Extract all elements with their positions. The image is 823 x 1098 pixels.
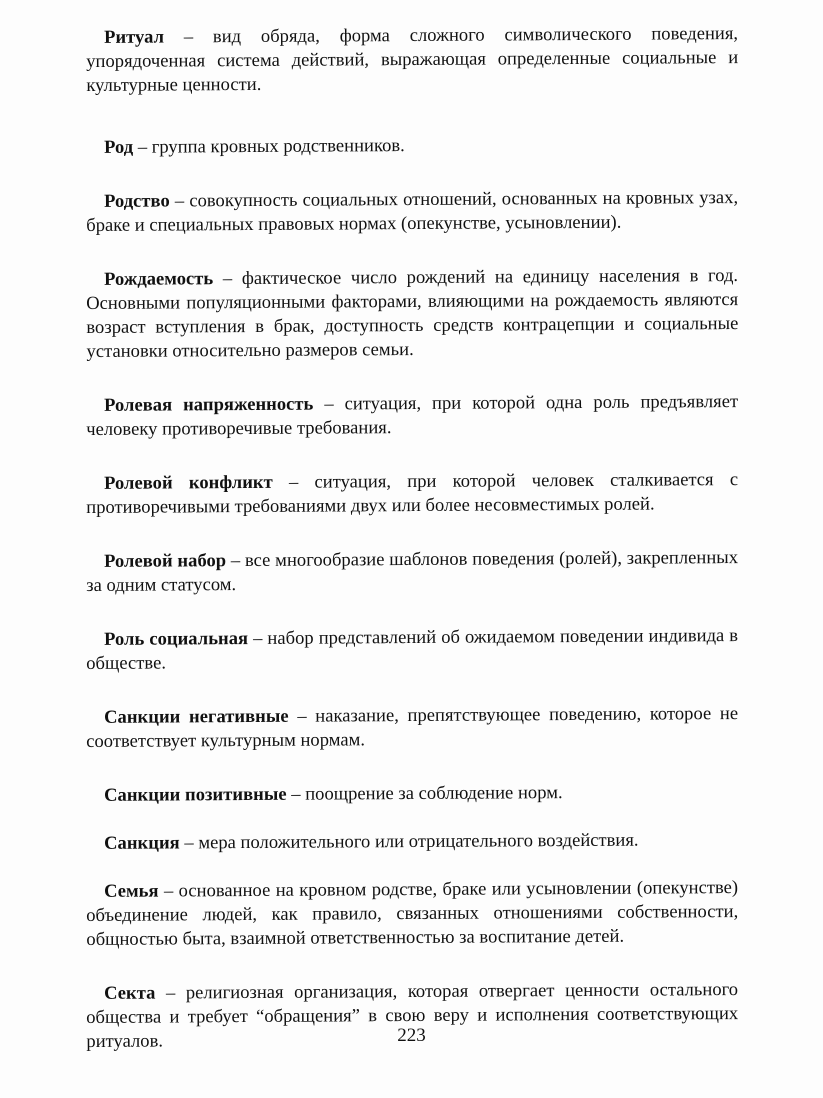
entry-term: Санкция xyxy=(104,832,180,854)
entry-definition: – группа кровных родственников. xyxy=(133,135,405,158)
entry-definition: – вид обряда, форма сложного символического поведения, упорядоченная система действий, выражающая определенные социальные и культурные ценности. xyxy=(86,23,739,96)
entry-term: Ролевая напряженность xyxy=(104,393,314,416)
entry-term: Ролевой конфликт xyxy=(104,471,273,494)
glossary-entry-family xyxy=(86,876,738,952)
entry-term: Санкции негативные xyxy=(104,705,289,728)
glossary-entry-role-strain xyxy=(86,390,738,442)
entry-definition: – фактическое число рождений на единицу населения в год. Основными популяционными факторами, влияющими на рождаемость являются возраст вступления в брак, доступность средств контрацепции и социальные установки относительно размеров семьи. xyxy=(86,265,739,362)
entry-term: Ритуал xyxy=(104,26,165,48)
entry-term: Роль социальная xyxy=(104,628,249,650)
entry-term: Семья xyxy=(104,880,159,902)
glossary-entry-negative-sanctions xyxy=(86,702,738,754)
entry-definition: – совокупность социальных отношений, основанных на кровных узах, браке и специальных правовых нормах (опекунстве, усыновлении). xyxy=(86,187,739,236)
glossary-entries xyxy=(86,23,739,1054)
glossary-entry-positive-sanctions xyxy=(86,780,738,808)
entry-definition: – мера положительного или отрицательного воздействия. xyxy=(179,829,639,854)
glossary-entry-rozhdaemost xyxy=(86,264,739,364)
glossary-entry-sanction xyxy=(86,828,738,856)
entry-definition: – набор представлений об ожидаемом поведении индивида в обществе. xyxy=(86,625,739,674)
entry-term: Ролевой набор xyxy=(104,550,227,572)
entry-definition: – основанное на кровном родстве, браке или усыновлении (опекунстве) объединение людей, как правило, связанных отношениями собственности, общностью быта, взаимной ответственностью за воспитание детей. xyxy=(86,877,739,950)
glossary-entry-role-conflict xyxy=(86,468,738,520)
entry-term: Санкции позитивные xyxy=(104,783,287,806)
entry-definition: – наказание, препятствующее поведению, которое не соответствует культурным нормам. xyxy=(86,703,739,752)
glossary-entry-ritual xyxy=(86,22,738,98)
entry-definition: – все многообразие шаблонов поведения (ролей), закрепленных за одним статусом. xyxy=(86,547,739,596)
glossary-entry-role-set xyxy=(86,546,738,598)
glossary-entry-rod xyxy=(86,132,738,160)
entry-term: Рождаемость xyxy=(104,268,214,290)
entry-definition: – ситуация, при которой одна роль предъявляет человеку противоречивые требования. xyxy=(86,391,739,440)
entry-definition: – религиозная организация, которая отвергает ценности остального общества и требует “обращения” в свою веру и исполнения соответствующих ритуалов. xyxy=(86,979,739,1052)
entry-term: Родство xyxy=(104,190,170,212)
glossary-entry-social-role xyxy=(86,624,738,676)
entry-definition: – ситуация, при которой человек сталкивается с противоречивыми требованиями двух или более несовместимых ролей. xyxy=(86,469,739,518)
entry-definition: – поощрение за соблюдение норм. xyxy=(286,782,563,805)
entry-term: Род xyxy=(104,136,134,158)
page-number: 223 xyxy=(397,1025,426,1046)
entry-term: Секта xyxy=(104,982,156,1004)
glossary-entry-rodstvo xyxy=(86,186,738,238)
